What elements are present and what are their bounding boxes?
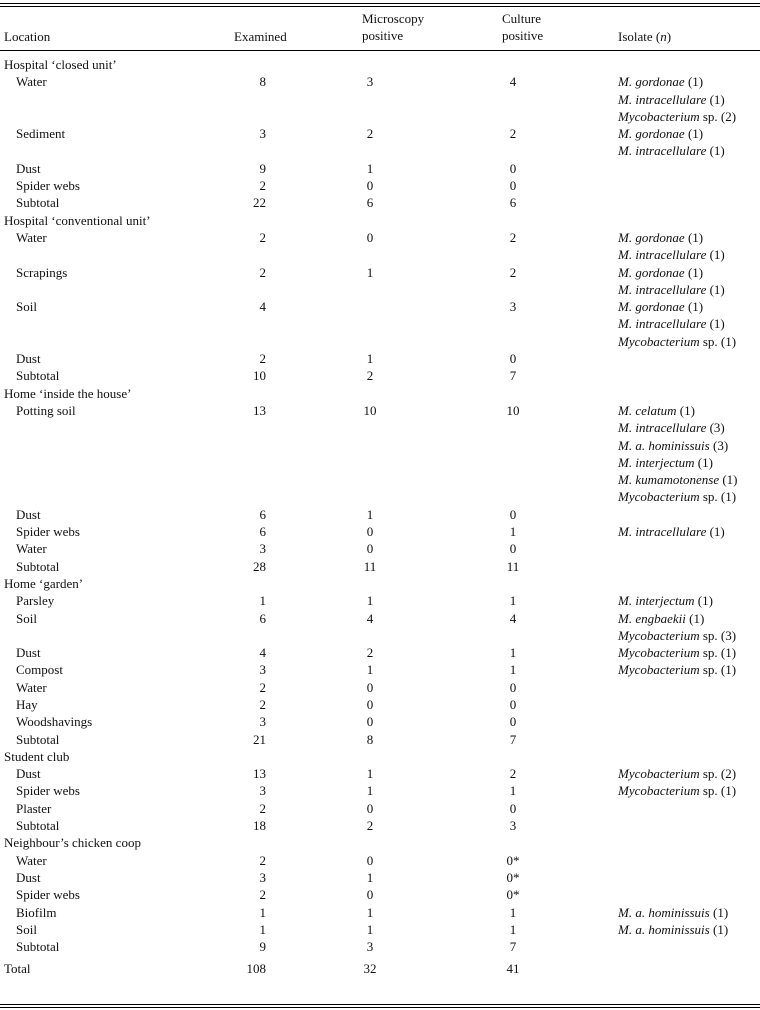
isolate-continuation-row — [0, 437, 760, 454]
examined-value: 2 — [259, 679, 266, 695]
sample-type: Soil — [16, 299, 37, 315]
sample-type: Parsley — [16, 593, 55, 609]
culture-value: 0 — [509, 178, 517, 194]
examined-value: 6 — [259, 506, 266, 522]
sample-type: Subtotal — [16, 818, 60, 834]
group-title: Hospital ‘conventional unit’ — [4, 212, 151, 228]
sample-type: Subtotal — [16, 731, 60, 747]
examined-value: 10 — [253, 368, 266, 384]
examined-value: 2 — [259, 852, 266, 868]
subtotal-row — [0, 367, 760, 384]
examined-value: 2 — [259, 351, 266, 367]
culture-value: 6 — [509, 195, 517, 211]
table-row — [0, 298, 760, 315]
sample-type: Water — [16, 852, 47, 868]
isolate-species: M. interjectum — [618, 593, 695, 609]
culture-value: 1 — [509, 524, 517, 540]
isolate-species: M. interjectum — [618, 454, 695, 470]
isolate-species: M. intracellulare — [618, 281, 707, 297]
isolate-species: Mycobacterium — [618, 645, 700, 661]
isolate-cell: M. gordonae (1) — [618, 299, 704, 315]
microscopy-value: 8 — [366, 731, 374, 747]
subtotal-row — [0, 731, 760, 748]
isolate-cell: Mycobacterium sp. (1) — [618, 645, 737, 661]
sample-type: Dust — [16, 506, 41, 522]
table-row — [0, 904, 760, 921]
isolate-cell: M. gordonae (1) — [618, 126, 704, 142]
sample-type: Dust — [16, 160, 41, 176]
microscopy-value: 1 — [366, 264, 374, 280]
examined-value: 18 — [253, 818, 266, 834]
isolate-species: Mycobacterium — [618, 333, 700, 349]
culture-value: 0 — [509, 506, 517, 522]
microscopy-value: 1 — [366, 783, 374, 799]
isolate-species: M. intracellulare — [618, 316, 707, 332]
microscopy-value: 10 — [363, 402, 377, 418]
table-row — [0, 852, 760, 869]
examined-value: 28 — [253, 558, 266, 574]
isolate-species: M. gordonae — [618, 74, 685, 90]
microscopy-value: 2 — [366, 818, 374, 834]
culture-value: 0 — [509, 800, 517, 816]
examined-value: 13 — [253, 766, 266, 782]
subtotal-row — [0, 938, 760, 955]
culture-value: 0 — [509, 696, 517, 712]
table-row — [0, 540, 760, 557]
isolate-species: M. intracellulare — [618, 524, 707, 540]
examined-value: 9 — [259, 939, 266, 955]
table-row — [0, 610, 760, 627]
microscopy-value: 0 — [366, 541, 374, 557]
culture-value: 3 — [509, 818, 517, 834]
culture-value: 2 — [509, 766, 517, 782]
header-rule — [0, 50, 760, 51]
culture-value: 0* — [506, 869, 520, 885]
examined-value: 3 — [259, 869, 266, 885]
group-title: Hospital ‘closed unit’ — [4, 57, 117, 72]
culture-value: 1 — [509, 904, 517, 920]
culture-value: 1 — [509, 783, 517, 799]
culture-value: 0* — [506, 887, 520, 903]
culture-value: 2 — [509, 229, 517, 245]
isolate-continuation-row — [0, 333, 760, 350]
table-body — [0, 56, 760, 978]
microscopy-value: 0 — [366, 887, 374, 903]
sample-type: Spider webs — [16, 887, 80, 903]
table-row — [0, 765, 760, 782]
microscopy-value: 0 — [366, 679, 374, 695]
table-row — [0, 661, 760, 678]
sample-type: Woodshavings — [16, 714, 93, 730]
isolate-cell: M. intracellulare (1) — [618, 524, 725, 540]
group-title: Home ‘inside the house’ — [4, 385, 132, 401]
microscopy-value: 0 — [366, 852, 374, 868]
examined-value: 8 — [259, 74, 266, 90]
isolate-continuation-row — [0, 454, 760, 471]
culture-value: 0 — [509, 714, 517, 730]
microscopy-value: 0 — [366, 178, 374, 194]
isolate-cell: M. intracellulare (1) — [618, 316, 725, 332]
culture-value: 1 — [509, 645, 517, 661]
isolate-cell: M. kumamotonense (1) — [618, 472, 738, 488]
total-microscopy: 32 — [363, 961, 377, 977]
table-row — [0, 782, 760, 799]
sample-type: Subtotal — [16, 558, 60, 574]
examined-value: 22 — [253, 195, 266, 211]
bottom-rule-2 — [0, 1007, 760, 1008]
sample-type: Dust — [16, 351, 41, 367]
isolate-cell: Mycobacterium sp. (2) — [618, 766, 737, 782]
table-row — [0, 229, 760, 246]
isolate-cell: Mycobacterium sp. (1) — [618, 333, 737, 349]
group-title: Neighbour’s chicken coop — [4, 835, 141, 851]
header-microscopy-line2: positive — [362, 28, 404, 43]
culture-value: 2 — [509, 264, 517, 280]
isolate-cell: M. a. hominissuis (3) — [618, 437, 729, 453]
table-row — [0, 869, 760, 886]
culture-value: 0* — [506, 852, 520, 868]
examined-value: 1 — [259, 921, 266, 937]
examined-value: 21 — [253, 731, 266, 747]
group-header-row — [0, 575, 760, 592]
microscopy-value: 2 — [366, 126, 374, 142]
isolate-species: Mycobacterium — [618, 108, 700, 124]
isolate-cell: Mycobacterium sp. (3) — [618, 627, 737, 643]
sample-type: Biofilm — [16, 904, 57, 920]
isolate-cell: M. intracellulare (1) — [618, 247, 725, 263]
sample-type: Spider webs — [16, 178, 80, 194]
examined-value: 3 — [259, 714, 266, 730]
bottom-rule-1 — [0, 1004, 760, 1005]
sample-type: Subtotal — [16, 939, 60, 955]
isolate-continuation-row — [0, 419, 760, 436]
culture-value: 3 — [509, 299, 517, 315]
group-title: Home ‘garden’ — [4, 575, 84, 591]
examined-value: 9 — [259, 160, 266, 176]
microscopy-value: 3 — [366, 74, 374, 90]
isolate-species: Mycobacterium — [618, 783, 700, 799]
isolate-species: M. intracellulare — [618, 143, 707, 159]
culture-value: 7 — [509, 731, 517, 747]
microscopy-value: 1 — [366, 921, 374, 937]
isolate-cell: M. gordonae (1) — [618, 264, 704, 280]
table-row — [0, 177, 760, 194]
isolate-species: M. intracellulare — [618, 247, 707, 263]
isolate-cell: Mycobacterium sp. (1) — [618, 783, 737, 799]
sample-type: Water — [16, 541, 47, 557]
examined-value: 3 — [259, 126, 266, 142]
microscopy-value: 1 — [366, 766, 374, 782]
isolate-continuation-row — [0, 471, 760, 488]
isolate-cell: M. a. hominissuis (1) — [618, 921, 729, 937]
isolate-species: Mycobacterium — [618, 766, 700, 782]
culture-value: 4 — [509, 610, 517, 626]
isolate-species: M. intracellulare — [618, 420, 707, 436]
isolate-species: M. gordonae — [618, 264, 685, 280]
examined-value: 3 — [259, 783, 266, 799]
isolate-continuation-row — [0, 315, 760, 332]
isolate-continuation-row — [0, 627, 760, 644]
culture-value: 0 — [509, 160, 517, 176]
microscopy-value: 1 — [366, 593, 374, 609]
culture-value: 1 — [509, 921, 517, 937]
table-row — [0, 160, 760, 177]
isolate-species: M. intracellulare — [618, 91, 707, 107]
header-isolate — [618, 28, 671, 45]
table-row — [0, 921, 760, 938]
isolate-species: M. gordonae — [618, 229, 685, 245]
examined-value: 6 — [259, 524, 266, 540]
group-header-row — [0, 834, 760, 851]
examined-value: 2 — [259, 887, 266, 903]
total-culture: 41 — [506, 961, 520, 977]
table-row — [0, 350, 760, 367]
table-row — [0, 696, 760, 713]
isolate-continuation-row — [0, 281, 760, 298]
isolate-species: M. celatum — [618, 402, 677, 418]
culture-value: 7 — [509, 939, 517, 955]
culture-value: 1 — [509, 593, 517, 609]
culture-value: 0 — [509, 351, 517, 367]
culture-value: 0 — [509, 541, 517, 557]
isolate-cell: Mycobacterium sp. (2) — [618, 108, 737, 124]
microscopy-value: 0 — [366, 229, 374, 245]
group-title: Student club — [4, 748, 70, 764]
examined-value: 6 — [259, 610, 266, 626]
sample-type: Spider webs — [16, 783, 80, 799]
top-rule-1 — [0, 3, 760, 4]
header-isolate-text: Isolate (n) — [618, 29, 672, 44]
subtotal-row — [0, 194, 760, 211]
microscopy-value: 0 — [366, 800, 374, 816]
sample-type: Spider webs — [16, 524, 80, 540]
group-header-row — [0, 212, 760, 229]
total-examined: 108 — [246, 961, 266, 977]
table-row — [0, 264, 760, 281]
isolate-cell: M. intracellulare (1) — [618, 91, 725, 107]
subtotal-row — [0, 817, 760, 834]
header-culture-line2: positive — [502, 28, 544, 43]
table-row — [0, 125, 760, 142]
microscopy-value: 0 — [366, 714, 374, 730]
examined-value: 4 — [259, 645, 266, 661]
culture-value: 11 — [506, 558, 520, 574]
header-examined: Examined — [234, 29, 287, 44]
isolate-cell: Mycobacterium sp. (1) — [618, 662, 737, 678]
isolate-cell: M. celatum (1) — [618, 402, 695, 418]
total-label: Total — [4, 961, 31, 977]
top-rule-2 — [0, 6, 760, 7]
microscopy-value: 4 — [366, 610, 374, 626]
microscopy-value: 1 — [366, 869, 374, 885]
group-header-row — [0, 385, 760, 402]
isolate-cell: M. interjectum (1) — [618, 593, 713, 609]
microscopy-value: 1 — [366, 904, 374, 920]
culture-value: 7 — [509, 368, 517, 384]
sample-type: Subtotal — [16, 195, 60, 211]
sample-type: Scrapings — [16, 264, 68, 280]
microscopy-value: 0 — [366, 524, 374, 540]
sample-type: Soil — [16, 610, 37, 626]
isolate-cell: M. interjectum (1) — [618, 454, 713, 470]
subtotal-row — [0, 558, 760, 575]
isolate-species: Mycobacterium — [618, 489, 700, 505]
sample-type: Water — [16, 74, 47, 90]
sample-type: Hay — [16, 696, 38, 712]
table-row — [0, 679, 760, 696]
sample-type: Water — [16, 679, 47, 695]
table-row — [0, 523, 760, 540]
microscopy-value: 2 — [366, 368, 374, 384]
sample-type: Soil — [16, 921, 37, 937]
isolate-species: Mycobacterium — [618, 662, 700, 678]
examined-value: 2 — [259, 800, 266, 816]
microscopy-value: 0 — [366, 696, 374, 712]
culture-value: 1 — [509, 662, 517, 678]
isolate-continuation-row — [0, 142, 760, 159]
examined-value: 2 — [259, 178, 266, 194]
examined-value: 2 — [259, 264, 266, 280]
sample-type: Dust — [16, 766, 41, 782]
isolate-cell: M. intracellulare (3) — [618, 420, 725, 436]
examined-value: 2 — [259, 696, 266, 712]
isolate-species: Mycobacterium — [618, 627, 700, 643]
microscopy-value: 3 — [366, 939, 374, 955]
isolate-continuation-row — [0, 246, 760, 263]
sample-type: Water — [16, 229, 47, 245]
isolate-species: M. engbaekii — [618, 610, 686, 626]
isolate-species: M. a. hominissuis — [618, 921, 710, 937]
microscopy-value: 11 — [363, 558, 377, 574]
examined-value: 3 — [259, 541, 266, 557]
isolate-cell: Mycobacterium sp. (1) — [618, 489, 737, 505]
isolate-continuation-row — [0, 488, 760, 505]
table-row — [0, 592, 760, 609]
isolate-cell: M. gordonae (1) — [618, 229, 704, 245]
isolate-species: M. gordonae — [618, 126, 685, 142]
sample-type: Sediment — [16, 126, 66, 142]
table-row — [0, 644, 760, 661]
header-microscopy-line1: Microscopy — [362, 11, 425, 26]
isolate-cell: M. engbaekii (1) — [618, 610, 705, 626]
isolate-cell: M. intracellulare (1) — [618, 281, 725, 297]
sample-type: Dust — [16, 869, 41, 885]
examined-value: 1 — [259, 904, 266, 920]
sample-type: Plaster — [16, 800, 52, 816]
culture-value: 4 — [509, 74, 517, 90]
total-row — [0, 960, 760, 977]
isolate-species: M. a. hominissuis — [618, 437, 710, 453]
isolate-species: M. kumamotonense — [618, 472, 720, 488]
examined-value: 2 — [259, 229, 266, 245]
microscopy-value: 6 — [366, 195, 374, 211]
isolate-species: M. gordonae — [618, 299, 685, 315]
group-header-row — [0, 748, 760, 765]
examined-value: 1 — [259, 593, 266, 609]
microscopy-value: 1 — [366, 160, 374, 176]
sample-type: Potting soil — [16, 402, 76, 418]
microscopy-value: 1 — [366, 662, 374, 678]
isolate-continuation-row — [0, 108, 760, 125]
sample-type: Compost — [16, 662, 63, 678]
sample-type: Dust — [16, 645, 41, 661]
isolate-cell: M. gordonae (1) — [618, 74, 704, 90]
isolate-cell: M. intracellulare (1) — [618, 143, 725, 159]
microscopy-value: 1 — [366, 351, 374, 367]
table-row — [0, 506, 760, 523]
sample-type: Subtotal — [16, 368, 60, 384]
examined-value: 4 — [259, 299, 266, 315]
table-row — [0, 800, 760, 817]
microscopy-value: 2 — [366, 645, 374, 661]
examined-value: 3 — [259, 662, 266, 678]
table-row — [0, 73, 760, 90]
group-header-row — [0, 56, 760, 73]
table-row — [0, 402, 760, 419]
microscopy-value: 1 — [366, 506, 374, 522]
header-location: Location — [4, 29, 51, 44]
isolate-cell: M. a. hominissuis (1) — [618, 904, 729, 920]
culture-value: 10 — [506, 402, 520, 418]
culture-value: 0 — [509, 679, 517, 695]
table-row — [0, 886, 760, 903]
table-row — [0, 713, 760, 730]
isolate-continuation-row — [0, 91, 760, 108]
culture-value: 2 — [509, 126, 517, 142]
header-culture-line1: Culture — [502, 11, 541, 26]
isolate-species: M. a. hominissuis — [618, 904, 710, 920]
examined-value: 13 — [253, 402, 266, 418]
